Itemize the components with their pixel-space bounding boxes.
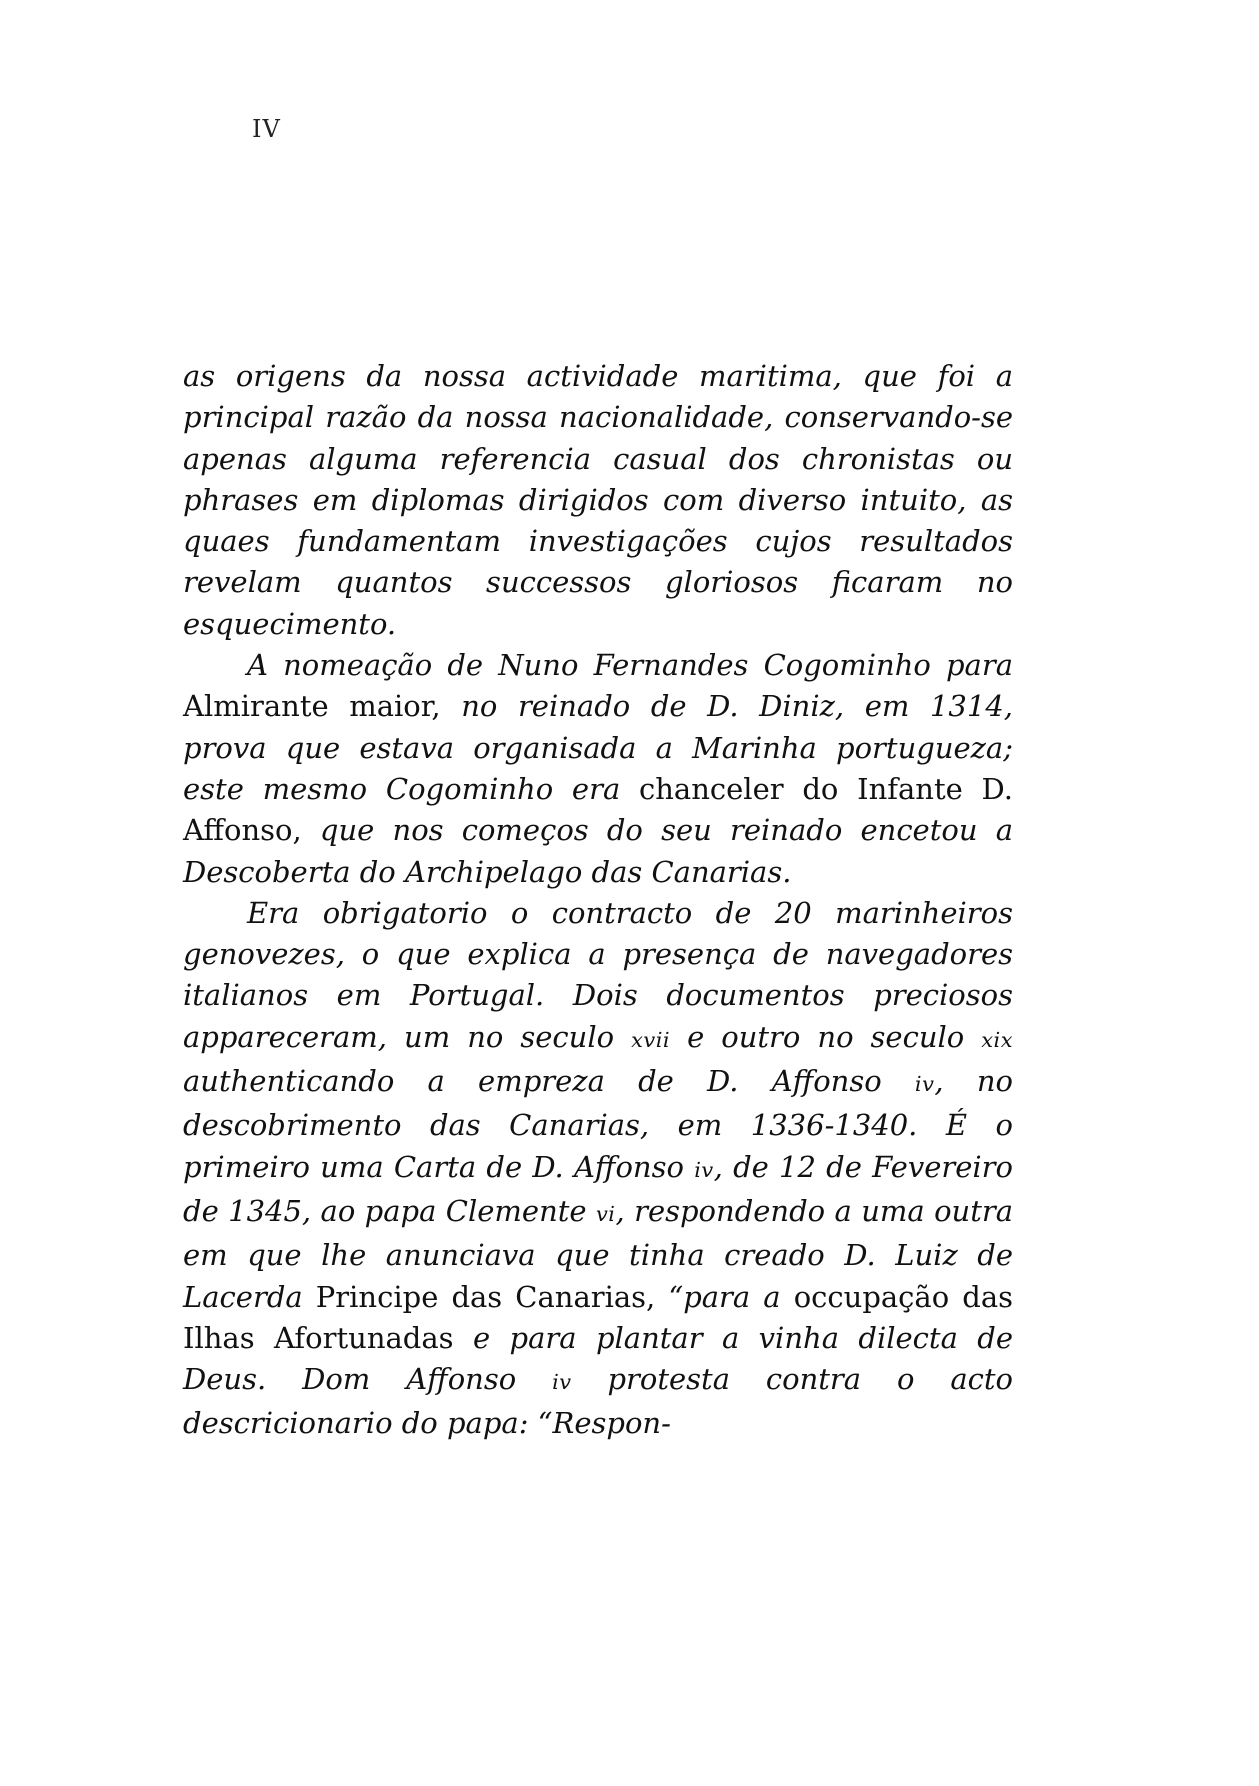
text-span: xvii: [631, 1027, 671, 1052]
body-text: [183, 356, 1013, 1445]
text-span: as origens da nossa actividade maritima, que foi a principal razão da nossa nacionalidade, conservando-se apenas alguma referencia casual dos chronistas ou phrases em diplomas dirigidos com diverso intuito, as quaes fundamentam investigações cujos resultados revelam quantos successos gloriosos ficaram no esquecimento.: [183, 359, 1013, 641]
text-span: iv: [694, 1157, 714, 1182]
text-span: no reinado de D. Diniz, em 1314, prova que estava organisada a Marinha portugueza; este mesmo Cogominho era: [183, 689, 1013, 806]
text-span: protesta contra o acto descricionario do papa: “Respon-: [183, 1362, 1013, 1441]
text-span: que nos começos do seu reinado encetou a Descoberta do Archipelago das Canarias.: [183, 813, 1013, 889]
text-span: authenticando a empreza de D. Affonso: [183, 1064, 915, 1099]
text-span: , respondendo a uma outra em que lhe anunciava que tinha creado D. Luiz de Lacerda: [183, 1193, 1014, 1314]
text-span: Principe das Canarias,: [315, 1279, 669, 1314]
text-span: vi: [595, 1201, 616, 1226]
text-span: iv: [552, 1370, 572, 1395]
text-span: A nomeação de Nuno Fernandes Cogominho para: [247, 648, 1013, 683]
paragraph-2: [183, 645, 1013, 893]
text-span: e para plantar a vinha dilecta de Deus. Dom Affonso: [183, 1320, 1013, 1397]
text-span: , no descobrimento das Canarias, em 1336-1340. É o primeiro uma Carta de D. Affonso: [183, 1064, 1013, 1184]
text-span: “para a: [668, 1279, 794, 1314]
text-span: , de 12 de Fevereiro de 1345, ao papa Clemente: [183, 1149, 1014, 1228]
text-span: iv: [914, 1072, 935, 1097]
text-span: e outro no seculo: [670, 1019, 982, 1054]
text-span: Era obrigatorio o contracto de 20 marinheiros genovezes, o que explica a presença de navegadores italianos em Portugal. Dois documentos preciosos appareceram, um no seculo: [183, 895, 1013, 1054]
text-span: chanceler do Infante D. Affonso,: [183, 771, 1013, 848]
paragraph-1: [183, 356, 1013, 645]
text-span: occupação das Ilhas Afortunadas: [183, 1279, 1014, 1355]
text-span: Almirante maior,: [183, 689, 441, 724]
page-number: IV: [252, 115, 281, 143]
paragraph-3: [183, 893, 1013, 1445]
text-span: xix: [981, 1027, 1014, 1052]
